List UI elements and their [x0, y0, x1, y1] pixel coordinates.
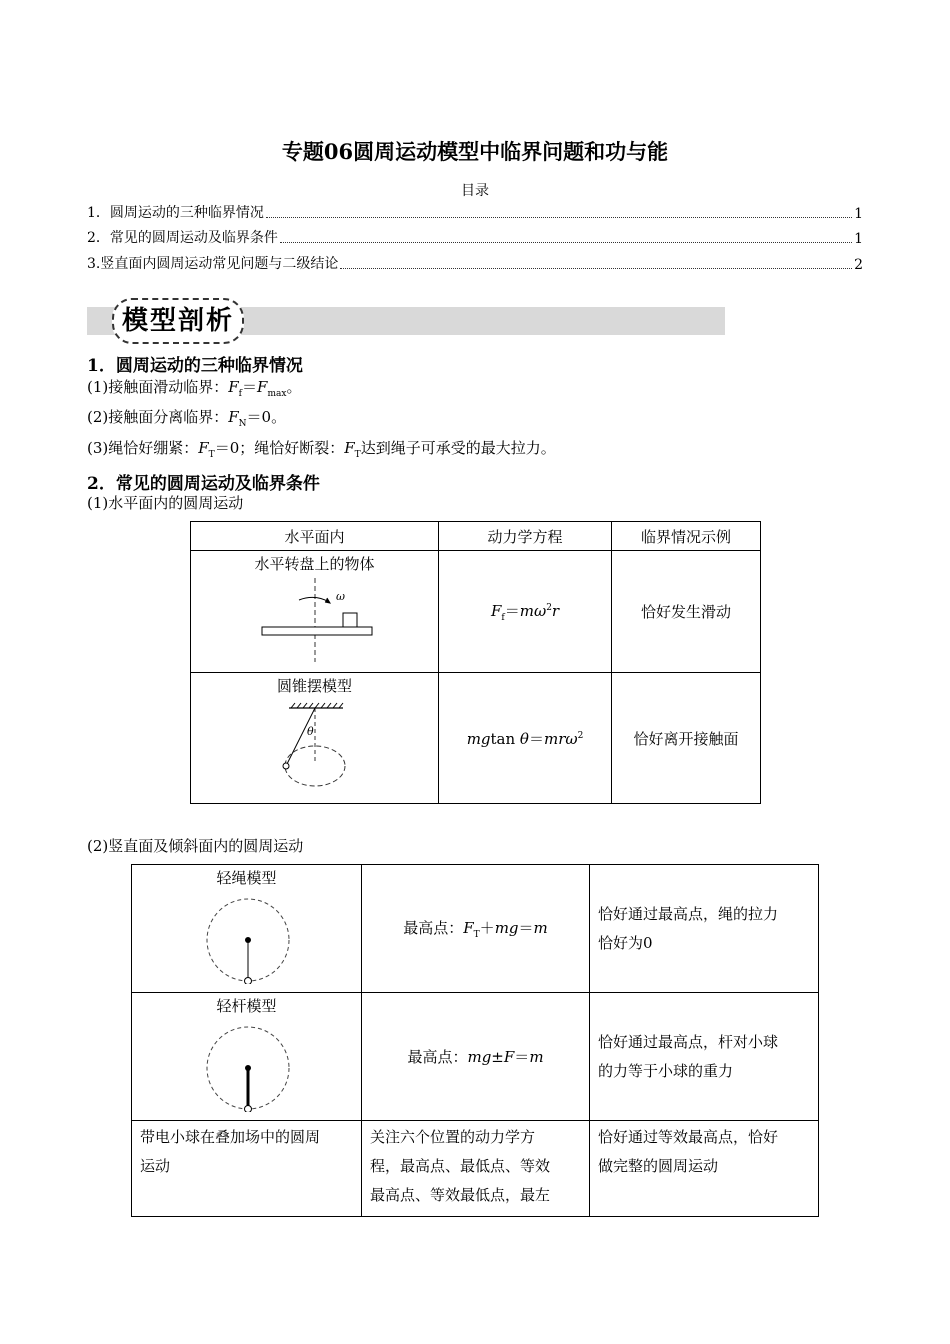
section-2-sub-2: (2)竖直面及倾斜面内的圆周运动 [87, 837, 304, 855]
table2-cell-rod [132, 993, 362, 1121]
toc-title: 目录 [461, 183, 489, 199]
toc-leader [340, 268, 852, 269]
toc-item-label: 3.竖直面内圆周运动常见问题与二级结论 [87, 256, 339, 272]
rod-model-diagram [132, 1016, 361, 1112]
toc-item-label: 1．圆周运动的三种临界情况 [87, 205, 264, 221]
toc-item-page: 1 [854, 231, 863, 247]
table1-header: 临界情况示例 [612, 522, 761, 551]
page-title: 专题06圆周运动模型中临界问题和功与能 [281, 139, 669, 164]
toc-item-3[interactable] [87, 253, 863, 273]
horizontal-circular-motion-table [190, 521, 761, 804]
toc-item-label: 2．常见的圆周运动及临界条件 [87, 230, 278, 246]
table2-cell-rope [132, 865, 362, 993]
table2-example-charged: 恰好通过等效最高点，恰好 做完整的圆周运动 [590, 1121, 819, 1217]
table2-example-rope: 恰好通过最高点，绳的拉力 恰好为0 [590, 865, 819, 993]
conical-pendulum-label: 圆锥摆模型 [276, 677, 352, 695]
vertical-circular-motion-table [131, 864, 819, 1217]
section-1-heading: 1．圆周运动的三种临界情况 [87, 356, 303, 376]
toc-item-page: 1 [854, 206, 863, 222]
table2-cell-charged: 带电小球在叠加场中的圆周 运动 [132, 1121, 362, 1217]
toc-leader [280, 242, 852, 243]
table1-header: 动力学方程 [439, 522, 612, 551]
table1-header: 水平面内 [191, 522, 439, 551]
turntable-label: 水平转盘上的物体 [254, 555, 375, 573]
conical-pendulum-diagram [191, 696, 438, 796]
rope-model-diagram [132, 888, 361, 984]
rope-model-label: 轻绳模型 [216, 869, 277, 887]
section-1-line-3: (3)绳恰好绷紧：$F_T=0$；绳恰好断裂：$F_T$达到绳子可承受的最大拉力。 [87, 439, 556, 460]
section-1-line-1: (1)接触面滑动临界：$F_f=F_{max}$。 [87, 378, 302, 399]
table1-example-conical: 恰好离开接触面 [612, 673, 761, 804]
table2-eq-rope: 最高点：$F_T+mg=m$ [362, 865, 590, 993]
toc-item-1[interactable] [87, 202, 863, 222]
table1-eq-turntable: $F_f=m\omega^2r$ [439, 551, 612, 673]
table2-example-rod: 恰好通过最高点，杆对小球 的力等于小球的重力 [590, 993, 819, 1121]
section-1-line-2: (2)接触面分离临界：$F_N=0$。 [87, 408, 287, 429]
section-2-sub-1: (1)水平面内的圆周运动 [87, 494, 244, 512]
turntable-diagram [191, 574, 438, 664]
table1-eq-conical: mgtan θ＝mrω$^2$ [439, 673, 612, 804]
table1-cell-conical [191, 673, 439, 804]
table2-eq-rod: 最高点：mg±F＝m [362, 993, 590, 1121]
table1-cell-turntable [191, 551, 439, 673]
section-banner-label: 模型剖析 [112, 298, 244, 344]
toc-item-page: 2 [854, 257, 863, 273]
omega-label: ω [336, 590, 345, 603]
rod-model-label: 轻杆模型 [216, 997, 277, 1015]
theta-label: θ [307, 725, 314, 738]
table1-example-turntable: 恰好发生滑动 [612, 551, 761, 673]
section-2-heading: 2．常见的圆周运动及临界条件 [87, 474, 320, 494]
toc-item-2[interactable] [87, 227, 863, 247]
toc-leader [266, 217, 852, 218]
table2-eq-charged: 关注六个位置的动力学方 程，最高点、最低点、等效 最高点、等效最低点，最左 [362, 1121, 590, 1217]
